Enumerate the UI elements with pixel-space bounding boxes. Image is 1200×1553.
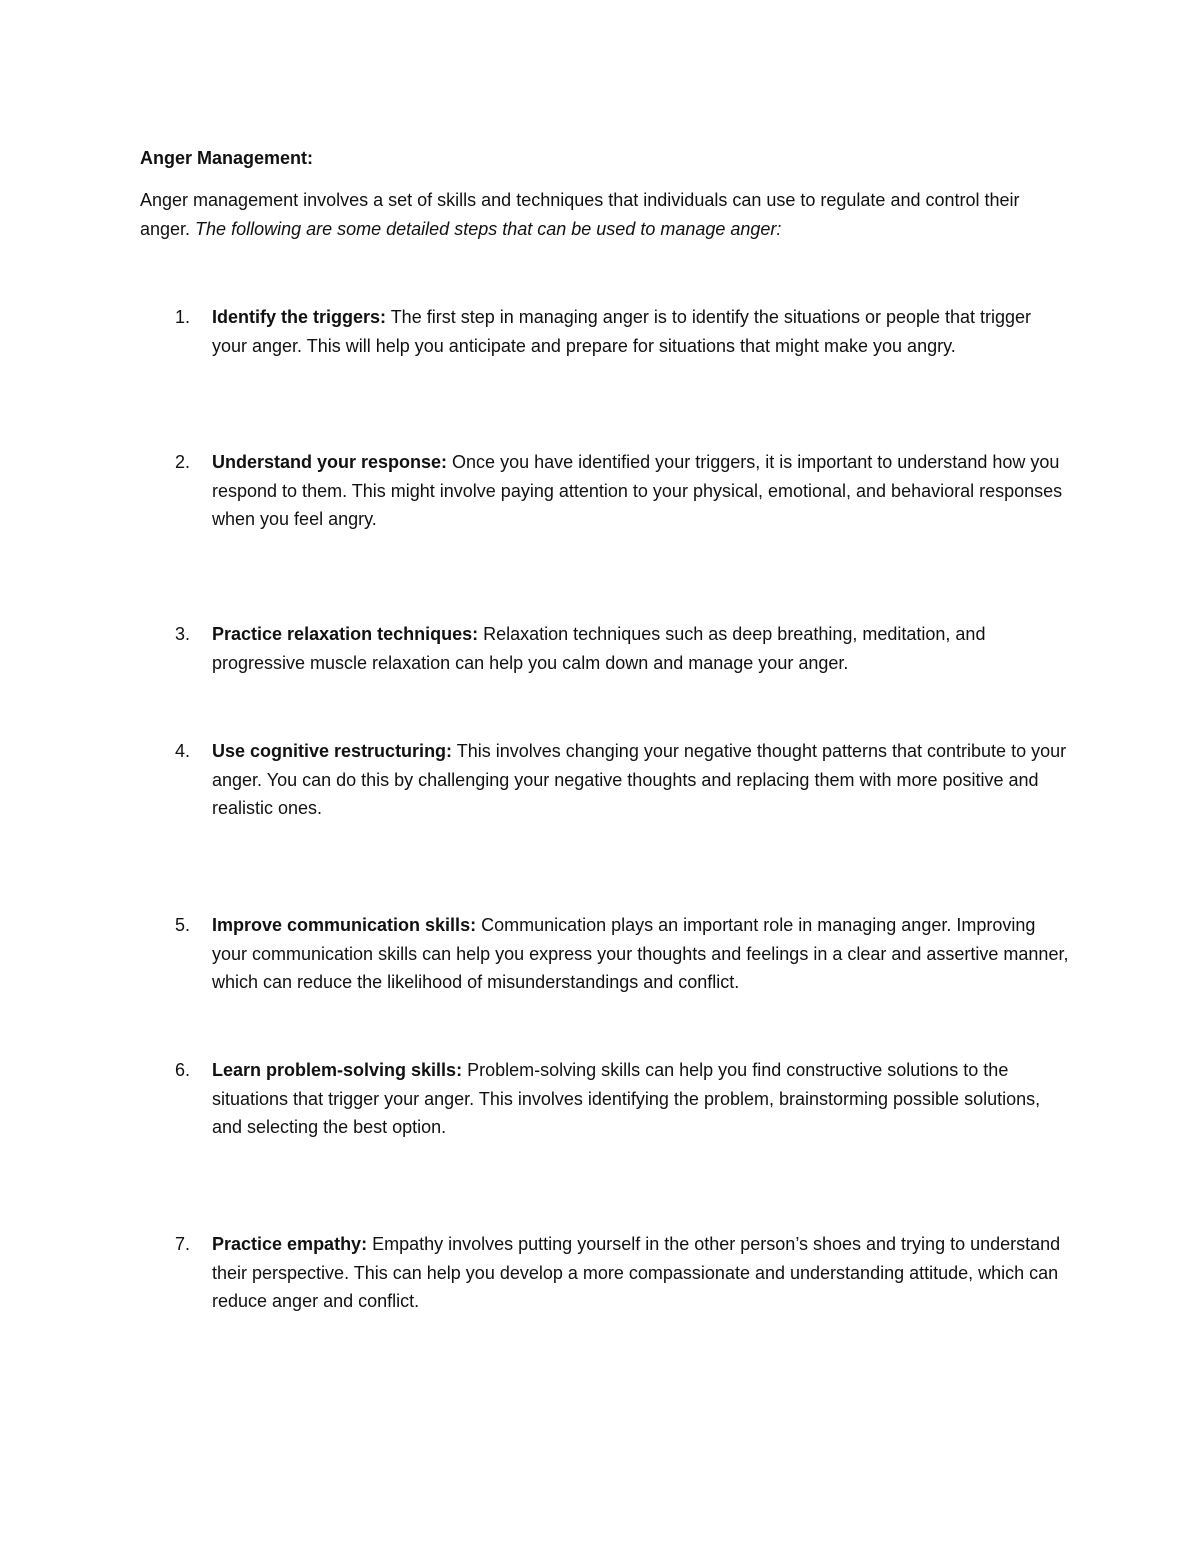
list-item: [140, 303, 1070, 360]
intro-text: Anger management involves a set of skills and techniques that individuals can use to regulate and control their anger.: [140, 190, 1020, 239]
list-item-body: [212, 303, 1070, 360]
list-item-text: Problem-solving skills can help you find constructive solutions to the situations that trigger your anger. This involves identifying the problem, brainstorming possible solutions, and selecting the best option.: [212, 1060, 1041, 1137]
list-item: [140, 1230, 1070, 1316]
list-item-heading: Practice relaxation techniques:: [212, 624, 479, 644]
document-title: Anger Management:: [140, 148, 314, 168]
intro-italic-text: The following are some detailed steps that can be used to manage anger:: [195, 218, 782, 239]
list-item-number: 1.: [175, 307, 191, 327]
list-item-text: This involves changing your negative thought patterns that contribute to your anger. You can do this by challenging your negative thoughts and replacing them with more positive and realistic ones.: [212, 741, 1067, 818]
list-item-number: 5.: [175, 915, 191, 935]
list-item-body: [212, 1056, 1070, 1142]
list-item-body: [212, 911, 1070, 997]
list-item-heading: Improve communication skills:: [212, 915, 477, 935]
intro-paragraph: [140, 186, 1060, 243]
list-item-heading: Understand your response:: [212, 452, 448, 472]
list-item-text: Relaxation techniques such as deep breathing, meditation, and progressive muscle relaxation can help you calm down and manage your anger.: [212, 624, 986, 673]
list-item-body: [212, 1230, 1070, 1316]
list-item-text: Communication plays an important role in managing anger. Improving your communication skills can help you express your thoughts and feelings in a clear and assertive manner, which can reduce the likelihood of misunderstandings and conflict.: [212, 915, 1069, 992]
list-item-number: 3.: [175, 624, 191, 644]
list-item: [140, 620, 1070, 677]
list-item-heading: Practice empathy:: [212, 1234, 368, 1254]
list-item: [140, 1056, 1070, 1142]
list-item-text: The first step in managing anger is to identify the situations or people that trigger your anger. This will help you anticipate and prepare for situations that might make you angry.: [212, 307, 1032, 356]
list-item-heading: Identify the triggers:: [212, 307, 387, 327]
list-item-heading: Learn problem-solving skills:: [212, 1060, 463, 1080]
list-item-body: [212, 448, 1070, 534]
list-item-body: [212, 620, 1070, 677]
list-item: [140, 737, 1070, 823]
list-item-body: [212, 737, 1070, 823]
list-item-text: Once you have identified your triggers, it is important to understand how you respond to them. This might involve paying attention to your physical, emotional, and behavioral responses when you feel angry.: [212, 452, 1063, 529]
list-item-number: 4.: [175, 741, 191, 761]
list-item-number: 2.: [175, 452, 191, 472]
list-item-number: 6.: [175, 1060, 191, 1080]
list-item-heading: Use cognitive restructuring:: [212, 741, 453, 761]
list-item: [140, 911, 1070, 997]
list-item-number: 7.: [175, 1234, 191, 1254]
list-item: [140, 448, 1070, 534]
list-item-text: Empathy involves putting yourself in the other person’s shoes and trying to understand their perspective. This can help you develop a more compassionate and understanding attitude, which can reduce anger and conflict.: [212, 1234, 1061, 1311]
